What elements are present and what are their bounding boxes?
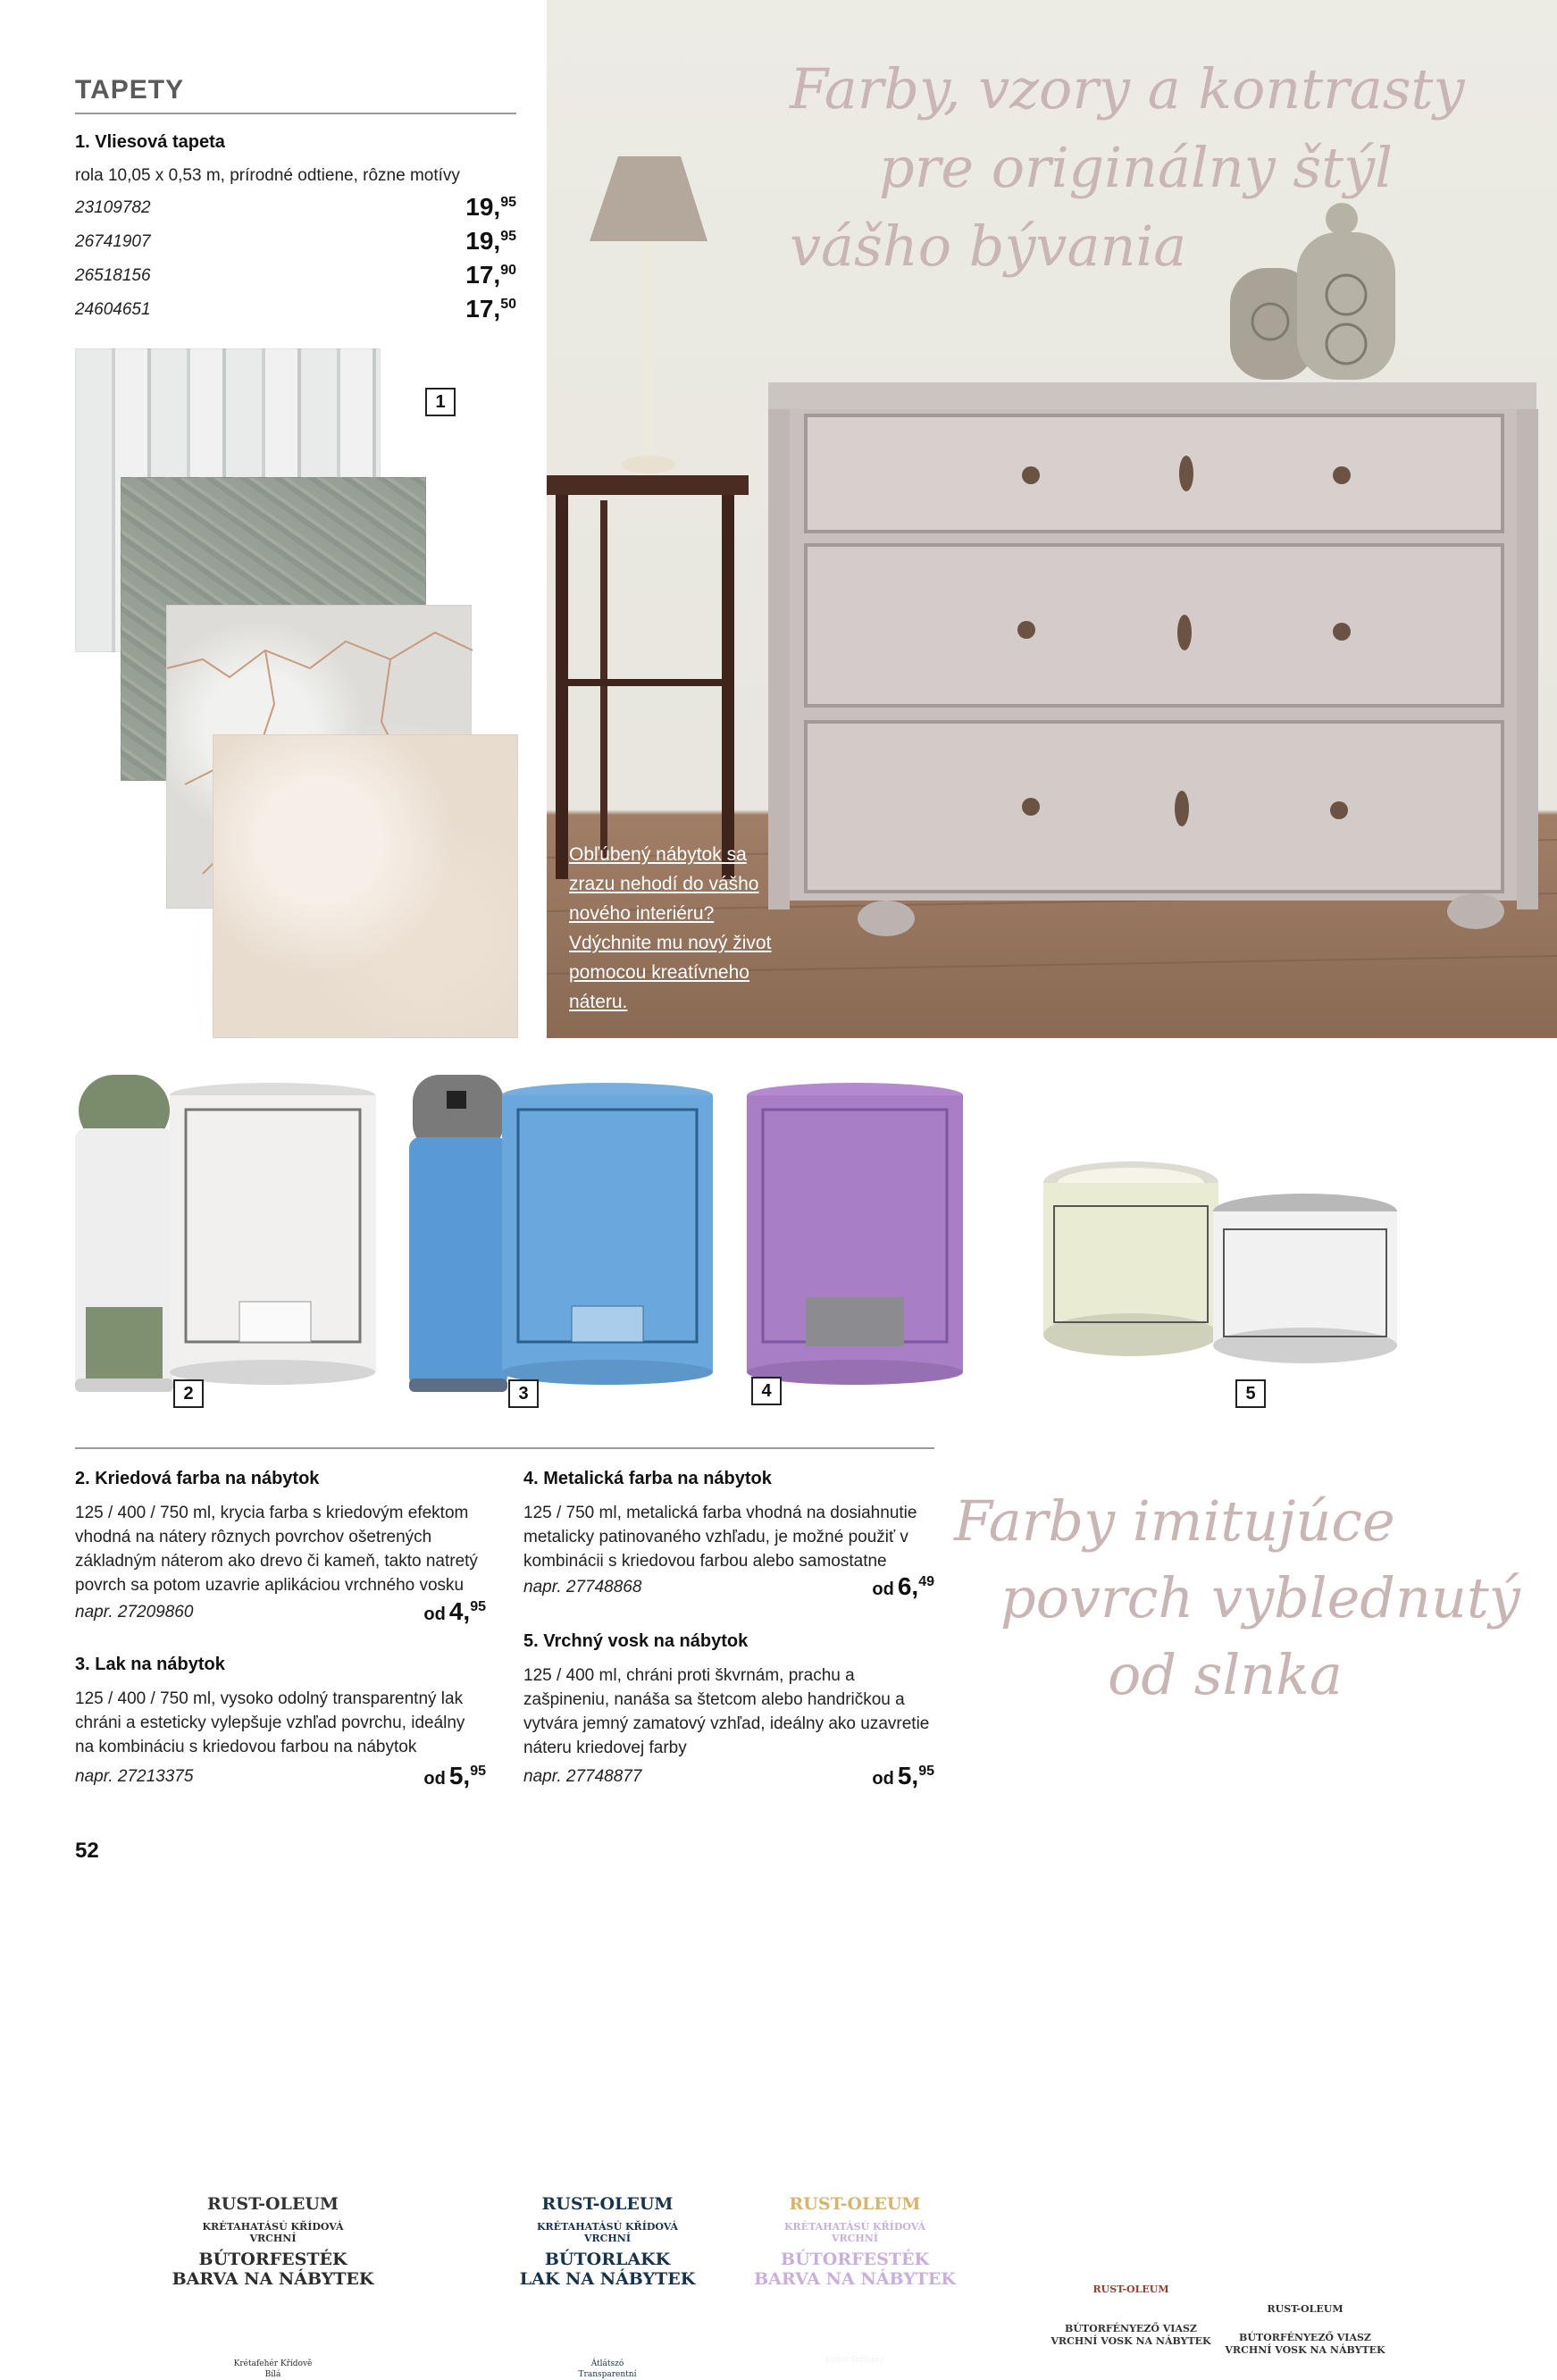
callout-number: 2 xyxy=(173,1379,204,1408)
sub-headline xyxy=(954,1483,1526,1714)
title-divider xyxy=(75,113,516,114)
product-price: od 6,49 xyxy=(872,1572,934,1600)
product-code-row xyxy=(523,1572,934,1606)
wallpaper-description: rola 10,05 x 0,53 m, prírodné odtiene, rôzne motívy xyxy=(75,166,460,185)
variant-code: 24604651 xyxy=(75,300,151,319)
product-code: napr. 27209860 xyxy=(75,1603,194,1622)
product-price: od 5,95 xyxy=(872,1762,934,1789)
variant-price: 19,95 xyxy=(465,227,516,255)
product-title: 5. Vrchný vosk na nábytok xyxy=(523,1631,749,1651)
wax-tin-yellow xyxy=(1042,1161,1220,1367)
hero-headline xyxy=(790,50,1522,286)
hero-caption: Obľúbený nábytok sa zrazu nehodí do vášho nového interiéru? Vdýchnite mu nový život pomocou kreatívneho náteru. xyxy=(569,844,772,1012)
variant-price: 17,50 xyxy=(465,295,516,323)
wax-tin-white xyxy=(1211,1194,1399,1372)
sub-headline-line: Farby imitujúce xyxy=(954,1488,1395,1554)
product-code: napr. 27213375 xyxy=(75,1767,194,1786)
variant-code: 23109782 xyxy=(75,198,151,217)
variant-row xyxy=(75,295,516,329)
dresser xyxy=(768,382,1538,936)
product-title: 3. Lak na nábytok xyxy=(75,1655,225,1674)
product-description: 125 / 400 / 750 ml, krycia farba s kriedovým efektom vhodná na nátery rôznych povrchov ošetrených základným náterom ako drevo či kameň, takto natretý povrch sa potom uzavrie aplikáciou vrchného vosku xyxy=(75,1504,478,1595)
product-title: 4. Metalická farba na nábytok xyxy=(523,1469,772,1488)
callout-number: 5 xyxy=(1235,1379,1266,1408)
can-label: RUST-OLEUM BÚTORFÉNYEZŐ VIASZ VRCHNÍ VOSK NA NÁBYTEK xyxy=(1225,2303,1385,2356)
section-title: TAPETY xyxy=(75,75,185,105)
product-code: napr. 27748877 xyxy=(523,1767,642,1786)
can-label: RUST-OLEUM BÚTORFÉNYEZŐ VIASZ VRCHNÍ VOSK NA NÁBYTEK xyxy=(1051,2284,1211,2347)
product-code: napr. 27748868 xyxy=(523,1578,642,1596)
sub-headline-line: povrch vyblednutý xyxy=(1000,1565,1520,1630)
variant-row xyxy=(75,261,516,295)
product-description: 125 / 400 ml, chráni proti škvrnám, prachu a zašpineniu, nanáša sa štetcom alebo handričkou a vytvára jemný zamatový vzhľad, ideálny ako uzavretie náteru kriedovej farby xyxy=(523,1666,930,1757)
product-code-row xyxy=(75,1597,486,1631)
sub-headline-line: od slnka xyxy=(1108,1642,1343,1707)
variant-code: 26518156 xyxy=(75,266,151,285)
page-number: 52 xyxy=(75,1839,99,1863)
callout-number: 3 xyxy=(508,1379,539,1408)
callout-number: 1 xyxy=(425,388,456,416)
lacquer-spray-can xyxy=(409,1075,507,1392)
hero-headline-line: vášho bývania xyxy=(790,214,1187,279)
side-table xyxy=(547,475,749,879)
variant-price: 17,90 xyxy=(465,261,516,289)
product-code-row xyxy=(75,1762,486,1796)
product-code-row xyxy=(523,1762,934,1796)
product-description: 125 / 750 ml, metalická farba vhodná na dosiahnutie metalicky patinovaného vzhľadu, je možné použiť v kombinácii s kriedovou farbou alebo samostatne xyxy=(523,1504,917,1571)
variant-row xyxy=(75,193,516,227)
variant-row xyxy=(75,227,516,261)
can-label: RUST-OLEUM KRÉTAHATÁSÚ KŘÍDOVÁ VRCHNÍ BÚTORFESTÉK BARVA NA NÁBYTEK Ezüst Stříbrný xyxy=(754,2194,956,2365)
chalky-spray-can xyxy=(75,1075,173,1392)
hero-headline-line: Farby, vzory a kontrasty xyxy=(790,56,1465,122)
chalky-paint-tin xyxy=(168,1083,378,1387)
lacquer-tin xyxy=(500,1083,715,1387)
wallpaper-title: 1. Vliesová tapeta xyxy=(75,132,225,152)
variant-code: 26741907 xyxy=(75,232,151,251)
can-label: RUST-OLEUM KRÉTAHATÁSÚ KŘÍDOVÁ VRCHNÍ BÚTORFESTÉK BARVA NA NÁBYTEK Krétafehér Křídově Bílá xyxy=(172,2194,374,2379)
variant-price: 19,95 xyxy=(465,193,516,221)
lamp xyxy=(590,156,707,473)
product-title: 2. Kriedová farba na nábytok xyxy=(75,1469,320,1488)
product-price: od 4,95 xyxy=(423,1597,486,1625)
product-description: 125 / 400 / 750 ml, vysoko odolný transparentný lak chráni a esteticky vylepšuje vzhľad povrchu, ideálny na kombináciu s kriedovou farbou na nábytok xyxy=(75,1689,465,1756)
metallic-paint-tin xyxy=(745,1083,965,1387)
product-price: od 5,95 xyxy=(423,1762,486,1789)
hero-headline-line: pre originálny štýl xyxy=(879,135,1394,200)
can-label: RUST-OLEUM KRÉTAHATÁSÚ KŘÍDOVÁ VRCHNÍ BÚTORLAKK LAK NA NÁBYTEK Átlátszó Transparentní xyxy=(519,2194,696,2379)
callout-number: 4 xyxy=(751,1377,782,1405)
wallpaper-swatch-plaster xyxy=(213,734,518,1038)
section-divider xyxy=(75,1447,934,1449)
